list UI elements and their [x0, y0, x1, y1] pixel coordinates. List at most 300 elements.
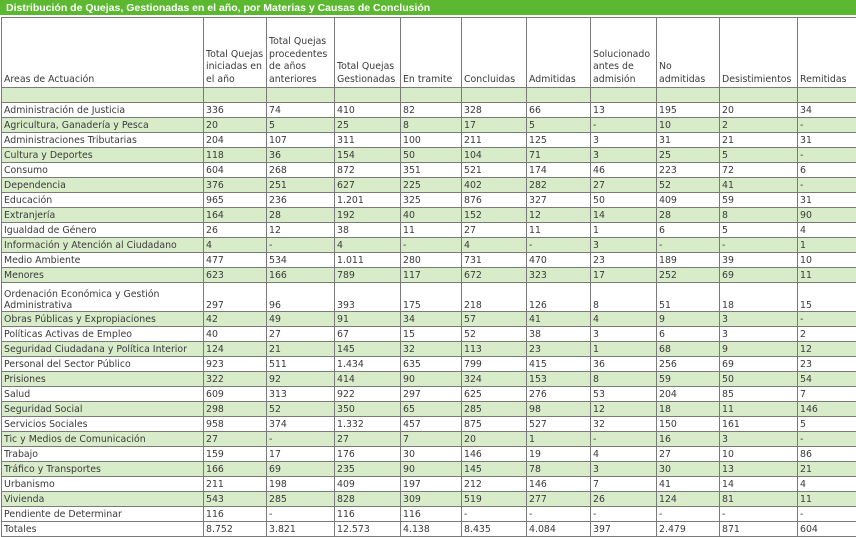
area-cell: Salud: [2, 387, 204, 402]
table-row: [2, 402, 856, 417]
value-cell: 69: [720, 268, 798, 283]
value-cell: 152: [462, 208, 527, 223]
value-cell: 1: [591, 223, 657, 238]
value-cell: 3: [591, 133, 657, 148]
area-cell: Cultura y Deportes: [2, 148, 204, 163]
value-cell: 1: [798, 238, 856, 253]
header-cell: Total Quejas iniciadas en el año: [204, 18, 267, 88]
value-cell: 90: [798, 208, 856, 223]
area-cell: Ordenación Económica y Gestión Administrativa: [2, 283, 204, 312]
spacer-cell: [798, 88, 856, 103]
value-cell: 623: [204, 268, 267, 283]
value-cell: 409: [657, 193, 720, 208]
value-cell: 17: [462, 118, 527, 133]
value-cell: 124: [204, 342, 267, 357]
value-cell: 23: [591, 253, 657, 268]
value-cell: 71: [527, 148, 591, 163]
value-cell: 69: [720, 357, 798, 372]
value-cell: 150: [657, 417, 720, 432]
value-cell: 958: [204, 417, 267, 432]
value-cell: 922: [335, 387, 401, 402]
area-cell: Seguridad Ciudadana y Política Interior: [2, 342, 204, 357]
value-cell: 511: [267, 357, 335, 372]
value-cell: 2: [798, 327, 856, 342]
value-cell: 85: [720, 387, 798, 402]
area-cell: Administraciones Tributarias: [2, 133, 204, 148]
table-row: [2, 477, 856, 492]
value-cell: 20: [462, 432, 527, 447]
value-cell: 161: [720, 417, 798, 432]
value-cell: 41: [657, 477, 720, 492]
table-row: [2, 372, 856, 387]
area-cell: Personal del Sector Público: [2, 357, 204, 372]
spacer-cell: [462, 88, 527, 103]
value-cell: 30: [401, 447, 462, 462]
value-cell: 74: [267, 103, 335, 118]
value-cell: 12: [591, 402, 657, 417]
value-cell: 146: [798, 402, 856, 417]
value-cell: 72: [720, 163, 798, 178]
value-cell: 36: [267, 148, 335, 163]
value-cell: -: [798, 148, 856, 163]
header-cell: Admitidas: [527, 18, 591, 88]
table-row: [2, 268, 856, 283]
value-cell: 78: [527, 462, 591, 477]
value-cell: 25: [657, 148, 720, 163]
value-cell: 311: [335, 133, 401, 148]
value-cell: 146: [527, 477, 591, 492]
value-cell: 118: [204, 148, 267, 163]
value-cell: 8: [591, 283, 657, 312]
value-cell: 5: [720, 148, 798, 163]
spacer-cell: [204, 88, 267, 103]
value-cell: 8.435: [462, 522, 527, 537]
value-cell: 4: [204, 238, 267, 253]
table-row: [2, 507, 856, 522]
totals-row: [2, 522, 856, 537]
value-cell: 42: [204, 312, 267, 327]
value-cell: 4: [591, 447, 657, 462]
value-cell: 236: [267, 193, 335, 208]
value-cell: 225: [401, 178, 462, 193]
value-cell: 90: [401, 462, 462, 477]
value-cell: 6: [657, 223, 720, 238]
value-cell: 57: [462, 312, 527, 327]
value-cell: 328: [462, 103, 527, 118]
area-cell: Administración de Justicia: [2, 103, 204, 118]
complaints-table: [1, 17, 856, 537]
value-cell: 192: [335, 208, 401, 223]
value-cell: 297: [204, 283, 267, 312]
value-cell: 527: [527, 417, 591, 432]
value-cell: 218: [462, 283, 527, 312]
value-cell: 828: [335, 492, 401, 507]
value-cell: 4: [462, 238, 527, 253]
table-row: [2, 417, 856, 432]
table-title: Distribución de Quejas, Gestionadas en el año, por Materias y Causas de Conclusión: [0, 0, 856, 17]
value-cell: 3: [591, 238, 657, 253]
value-cell: -: [267, 507, 335, 522]
value-cell: 145: [462, 462, 527, 477]
table-row: [2, 223, 856, 238]
header-cell: Remitidas: [798, 18, 856, 88]
value-cell: -: [591, 432, 657, 447]
value-cell: 625: [462, 387, 527, 402]
value-cell: 189: [657, 253, 720, 268]
value-cell: 174: [527, 163, 591, 178]
value-cell: 16: [657, 432, 720, 447]
table-row: [2, 492, 856, 507]
value-cell: 66: [527, 103, 591, 118]
value-cell: 40: [401, 208, 462, 223]
value-cell: 27: [462, 223, 527, 238]
value-cell: 1: [591, 342, 657, 357]
value-cell: 5: [720, 223, 798, 238]
value-cell: 11: [527, 223, 591, 238]
table-row: [2, 163, 856, 178]
value-cell: -: [401, 238, 462, 253]
value-cell: 41: [720, 178, 798, 193]
value-cell: 871: [720, 522, 798, 537]
area-cell: Educación: [2, 193, 204, 208]
value-cell: 36: [591, 357, 657, 372]
value-cell: 5: [527, 118, 591, 133]
value-cell: 4: [798, 477, 856, 492]
area-cell: Totales: [2, 522, 204, 537]
value-cell: 159: [204, 447, 267, 462]
value-cell: 534: [267, 253, 335, 268]
value-cell: 154: [335, 148, 401, 163]
value-cell: 1.011: [335, 253, 401, 268]
value-cell: 38: [527, 327, 591, 342]
value-cell: 10: [657, 118, 720, 133]
value-cell: 477: [204, 253, 267, 268]
value-cell: 2.479: [657, 522, 720, 537]
table-row: [2, 193, 856, 208]
value-cell: 27: [267, 327, 335, 342]
area-cell: Tic y Medios de Comunicación: [2, 432, 204, 447]
value-cell: 4.084: [527, 522, 591, 537]
value-cell: 27: [657, 447, 720, 462]
value-cell: 11: [798, 268, 856, 283]
value-cell: 3: [591, 462, 657, 477]
value-cell: 3: [720, 327, 798, 342]
header-row: [2, 18, 856, 88]
value-cell: 12.573: [335, 522, 401, 537]
value-cell: -: [798, 312, 856, 327]
value-cell: 627: [335, 178, 401, 193]
table-row: [2, 342, 856, 357]
value-cell: 49: [267, 312, 335, 327]
value-cell: 731: [462, 253, 527, 268]
spacer-cell: [335, 88, 401, 103]
value-cell: 59: [657, 372, 720, 387]
value-cell: 34: [798, 103, 856, 118]
value-cell: 313: [267, 387, 335, 402]
table-row: [2, 387, 856, 402]
value-cell: 81: [720, 492, 798, 507]
value-cell: 52: [462, 327, 527, 342]
value-cell: 414: [335, 372, 401, 387]
table-row: [2, 253, 856, 268]
value-cell: 7: [591, 477, 657, 492]
value-cell: -: [462, 507, 527, 522]
area-cell: Menores: [2, 268, 204, 283]
table-row: [2, 103, 856, 118]
header-cell: Desistimientos: [720, 18, 798, 88]
area-cell: Vivienda: [2, 492, 204, 507]
value-cell: -: [527, 507, 591, 522]
area-cell: Extranjería: [2, 208, 204, 223]
value-cell: 19: [527, 447, 591, 462]
value-cell: 38: [335, 223, 401, 238]
value-cell: 18: [720, 283, 798, 312]
value-cell: 28: [267, 208, 335, 223]
value-cell: 25: [335, 118, 401, 133]
value-cell: 276: [527, 387, 591, 402]
spacer-cell: [401, 88, 462, 103]
area-cell: Igualdad de Género: [2, 223, 204, 238]
value-cell: 397: [591, 522, 657, 537]
value-cell: 415: [527, 357, 591, 372]
area-cell: Obras Públicas y Expropiaciones: [2, 312, 204, 327]
value-cell: 21: [720, 133, 798, 148]
spacer-row: [2, 88, 856, 103]
value-cell: 5: [267, 118, 335, 133]
table-body: [2, 88, 856, 537]
header-cell: Solucionado antes de admisión: [591, 18, 657, 88]
value-cell: 7: [401, 432, 462, 447]
value-cell: 53: [591, 387, 657, 402]
value-cell: 176: [335, 447, 401, 462]
value-cell: 799: [462, 357, 527, 372]
value-cell: 145: [335, 342, 401, 357]
value-cell: 20: [204, 118, 267, 133]
value-cell: 32: [401, 342, 462, 357]
value-cell: 4: [335, 238, 401, 253]
value-cell: 86: [798, 447, 856, 462]
value-cell: 69: [267, 462, 335, 477]
value-cell: 285: [462, 402, 527, 417]
table-row: [2, 208, 856, 223]
value-cell: 1.434: [335, 357, 401, 372]
area-cell: Políticas Activas de Empleo: [2, 327, 204, 342]
area-cell: Consumo: [2, 163, 204, 178]
value-cell: -: [798, 507, 856, 522]
value-cell: 198: [267, 477, 335, 492]
value-cell: 212: [462, 477, 527, 492]
value-cell: 107: [267, 133, 335, 148]
value-cell: 322: [204, 372, 267, 387]
value-cell: 351: [401, 163, 462, 178]
value-cell: 124: [657, 492, 720, 507]
value-cell: 117: [401, 268, 462, 283]
value-cell: -: [798, 178, 856, 193]
header-cell: En tramite: [401, 18, 462, 88]
value-cell: 146: [462, 447, 527, 462]
value-cell: 23: [527, 342, 591, 357]
value-cell: 609: [204, 387, 267, 402]
value-cell: 923: [204, 357, 267, 372]
value-cell: -: [798, 118, 856, 133]
value-cell: 297: [401, 387, 462, 402]
value-cell: 251: [267, 178, 335, 193]
value-cell: 21: [267, 342, 335, 357]
area-cell: Dependencia: [2, 178, 204, 193]
value-cell: 26: [204, 223, 267, 238]
value-cell: 104: [462, 148, 527, 163]
value-cell: 6: [657, 327, 720, 342]
value-cell: 402: [462, 178, 527, 193]
header-cell: Total Quejas Gestionadas: [335, 18, 401, 88]
value-cell: 52: [657, 178, 720, 193]
value-cell: -: [591, 118, 657, 133]
header-cell: No admitidas: [657, 18, 720, 88]
value-cell: 50: [591, 193, 657, 208]
value-cell: 211: [462, 133, 527, 148]
spacer-cell: [720, 88, 798, 103]
value-cell: 604: [204, 163, 267, 178]
value-cell: 116: [204, 507, 267, 522]
table-row: [2, 432, 856, 447]
value-cell: 519: [462, 492, 527, 507]
table-row: [2, 462, 856, 477]
value-cell: 543: [204, 492, 267, 507]
table-row: [2, 283, 856, 312]
value-cell: 67: [335, 327, 401, 342]
value-cell: -: [267, 238, 335, 253]
area-cell: Prisiones: [2, 372, 204, 387]
value-cell: 3: [720, 312, 798, 327]
value-cell: -: [720, 507, 798, 522]
value-cell: 223: [657, 163, 720, 178]
value-cell: 116: [401, 507, 462, 522]
value-cell: 872: [335, 163, 401, 178]
value-cell: 8: [720, 208, 798, 223]
table-row: [2, 118, 856, 133]
value-cell: 11: [798, 492, 856, 507]
value-cell: 10: [720, 447, 798, 462]
value-cell: 4.138: [401, 522, 462, 537]
value-cell: 9: [657, 312, 720, 327]
value-cell: 59: [720, 193, 798, 208]
value-cell: 41: [527, 312, 591, 327]
value-cell: 521: [462, 163, 527, 178]
value-cell: 604: [798, 522, 856, 537]
value-cell: 96: [267, 283, 335, 312]
value-cell: 13: [720, 462, 798, 477]
value-cell: 166: [204, 462, 267, 477]
value-cell: 393: [335, 283, 401, 312]
value-cell: 12: [798, 342, 856, 357]
value-cell: 374: [267, 417, 335, 432]
header-cell: Areas de Actuación: [2, 18, 204, 88]
value-cell: 268: [267, 163, 335, 178]
value-cell: 327: [527, 193, 591, 208]
value-cell: 875: [462, 417, 527, 432]
value-cell: 92: [267, 372, 335, 387]
value-cell: 28: [657, 208, 720, 223]
value-cell: 9: [720, 342, 798, 357]
value-cell: 31: [798, 193, 856, 208]
value-cell: 31: [657, 133, 720, 148]
value-cell: -: [798, 432, 856, 447]
table-row: [2, 148, 856, 163]
value-cell: 1.201: [335, 193, 401, 208]
value-cell: 46: [591, 163, 657, 178]
area-cell: Pendiente de Determinar: [2, 507, 204, 522]
area-cell: Trabajo: [2, 447, 204, 462]
value-cell: 876: [462, 193, 527, 208]
value-cell: 27: [591, 178, 657, 193]
value-cell: 68: [657, 342, 720, 357]
value-cell: 14: [591, 208, 657, 223]
value-cell: 15: [401, 327, 462, 342]
area-cell: Medio Ambiente: [2, 253, 204, 268]
value-cell: 282: [527, 178, 591, 193]
value-cell: 2: [720, 118, 798, 133]
value-cell: 125: [527, 133, 591, 148]
value-cell: 40: [204, 327, 267, 342]
value-cell: 277: [527, 492, 591, 507]
value-cell: 5: [798, 417, 856, 432]
value-cell: 90: [401, 372, 462, 387]
value-cell: 100: [401, 133, 462, 148]
value-cell: 31: [798, 133, 856, 148]
value-cell: 113: [462, 342, 527, 357]
value-cell: 252: [657, 268, 720, 283]
spacer-cell: [2, 88, 204, 103]
value-cell: 26: [591, 492, 657, 507]
value-cell: 4: [591, 312, 657, 327]
value-cell: 39: [720, 253, 798, 268]
value-cell: 235: [335, 462, 401, 477]
value-cell: 457: [401, 417, 462, 432]
value-cell: 3.821: [267, 522, 335, 537]
value-cell: 27: [335, 432, 401, 447]
value-cell: 211: [204, 477, 267, 492]
value-cell: 204: [204, 133, 267, 148]
table-row: [2, 238, 856, 253]
value-cell: -: [657, 238, 720, 253]
area-cell: Seguridad Social: [2, 402, 204, 417]
table-row: [2, 133, 856, 148]
value-cell: -: [591, 507, 657, 522]
value-cell: 32: [591, 417, 657, 432]
value-cell: -: [657, 507, 720, 522]
value-cell: 11: [720, 402, 798, 417]
value-cell: 336: [204, 103, 267, 118]
value-cell: 324: [462, 372, 527, 387]
header-cell: Total Quejas procedentes de años anteriores: [267, 18, 335, 88]
value-cell: 195: [657, 103, 720, 118]
value-cell: 3: [720, 432, 798, 447]
value-cell: 12: [527, 208, 591, 223]
table-row: [2, 178, 856, 193]
spacer-cell: [591, 88, 657, 103]
table-row: [2, 312, 856, 327]
value-cell: 23: [798, 357, 856, 372]
value-cell: -: [527, 238, 591, 253]
value-cell: 14: [720, 477, 798, 492]
value-cell: 350: [335, 402, 401, 417]
value-cell: 51: [657, 283, 720, 312]
value-cell: 91: [335, 312, 401, 327]
value-cell: 175: [401, 283, 462, 312]
value-cell: 8: [401, 118, 462, 133]
value-cell: 30: [657, 462, 720, 477]
value-cell: 965: [204, 193, 267, 208]
